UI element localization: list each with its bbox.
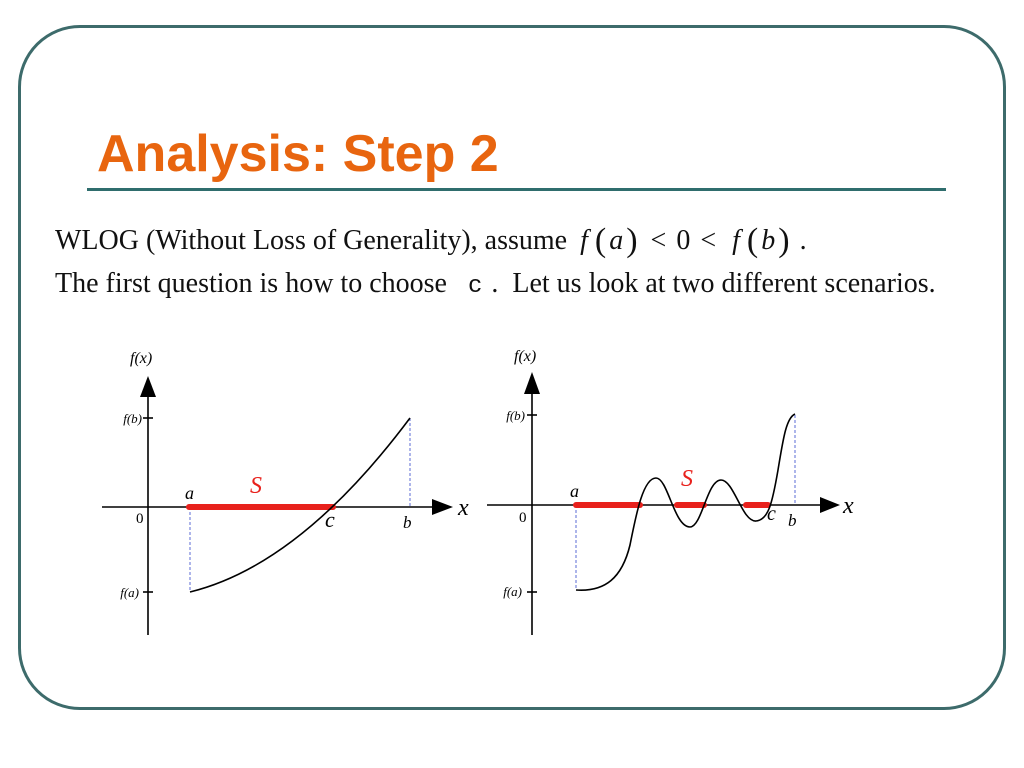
- b-label: b: [403, 513, 412, 532]
- a-label: a: [185, 483, 194, 503]
- math-a: a: [609, 225, 624, 256]
- origin-label: 0: [136, 511, 144, 527]
- slide-title: Analysis: Step 2: [97, 125, 499, 183]
- a-label: a: [570, 481, 579, 501]
- left-diagram: [102, 350, 469, 635]
- right-diagram: [487, 348, 854, 635]
- question-text-after: . Let us look at two different scenarios.: [484, 268, 936, 299]
- assumption-end: .: [792, 225, 807, 256]
- math-less-than: <: [650, 225, 667, 256]
- x-axis-arrowhead: [432, 499, 453, 515]
- f-b-label: f(b): [506, 408, 525, 423]
- y-axis-arrowhead: [524, 372, 540, 394]
- math-b: b: [761, 225, 776, 256]
- math-zero: 0: [676, 225, 691, 256]
- x-axis-label: x: [843, 493, 854, 519]
- math-rparen: ): [778, 222, 790, 259]
- variable-c: c: [467, 273, 483, 300]
- math-lparen: (: [594, 222, 607, 259]
- f-a-label: f(a): [120, 585, 139, 600]
- math-f: f: [580, 225, 588, 256]
- y-axis-arrowhead: [140, 376, 156, 397]
- y-axis-label: f(x): [514, 348, 537, 365]
- math-lparen: (: [746, 222, 759, 259]
- f-a-label: f(a): [503, 584, 522, 599]
- math-less-than: <: [700, 225, 717, 256]
- math-rparen: ): [626, 222, 638, 259]
- b-label: b: [788, 511, 797, 530]
- origin-label: 0: [519, 510, 527, 526]
- x-axis-arrowhead: [820, 497, 840, 513]
- f-b-label: f(b): [123, 411, 142, 426]
- math-f: f: [732, 225, 740, 256]
- y-axis-label: f(x): [130, 350, 153, 367]
- x-axis-label: x: [458, 495, 469, 521]
- question-text-before: The first question is how to choose: [55, 268, 454, 299]
- assumption-text: WLOG (Without Loss of Generality), assume: [55, 225, 575, 256]
- c-label: c: [767, 503, 776, 525]
- set-s-label: S: [250, 473, 262, 499]
- c-label: c: [325, 507, 335, 532]
- set-s-label: S: [681, 466, 693, 492]
